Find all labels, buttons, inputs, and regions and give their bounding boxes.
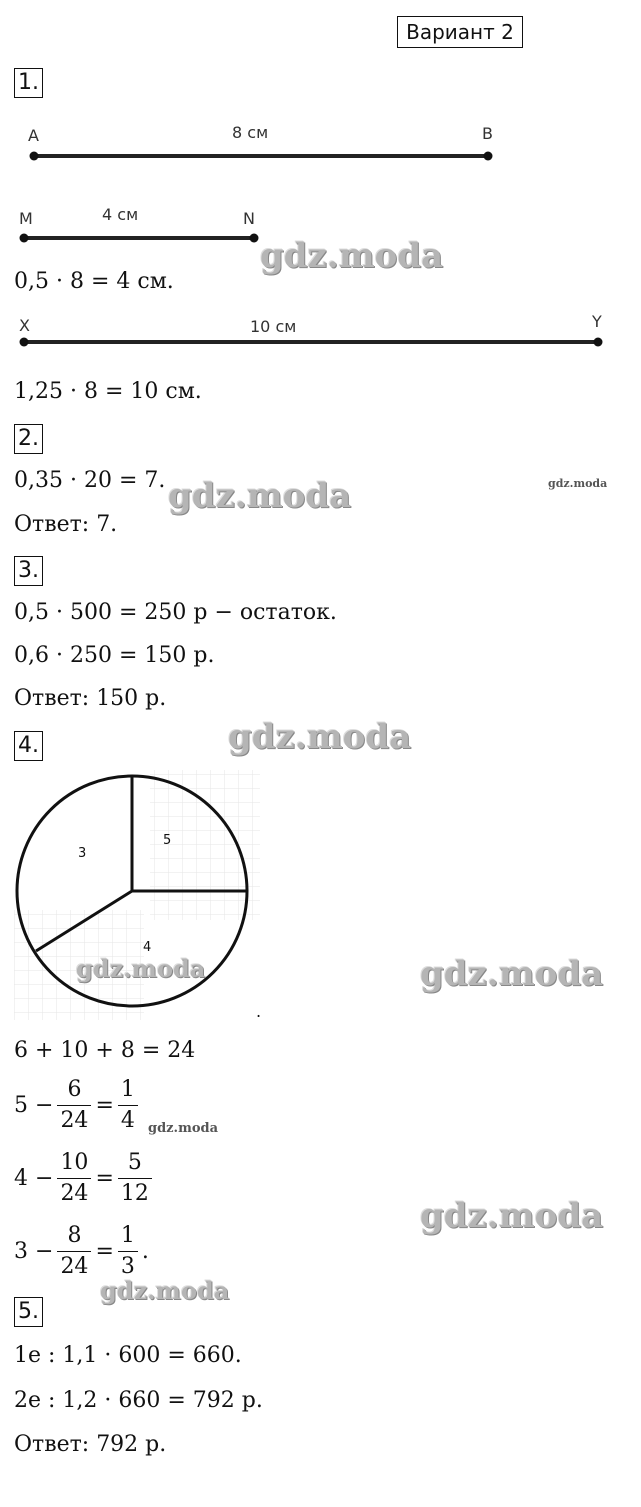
f2-lhs: 4 − bbox=[14, 1166, 54, 1191]
f3-lhs: 3 − bbox=[14, 1239, 54, 1264]
task-4-number: 4. bbox=[14, 731, 43, 761]
watermark: gdz.moda bbox=[168, 476, 352, 516]
point-a bbox=[30, 152, 39, 161]
f2-result bbox=[118, 1148, 152, 1209]
task-3-number: 3. bbox=[14, 556, 43, 586]
label-a: A bbox=[28, 126, 39, 145]
task-5-calc-1: 1е : 1,1 · 600 = 660. bbox=[14, 1343, 242, 1368]
f3-tail: . bbox=[141, 1239, 149, 1264]
f3-eq: = bbox=[95, 1239, 114, 1264]
task-2-calc: 0,35 · 20 = 7. bbox=[14, 468, 166, 493]
task-3-answer: Ответ: 150 р. bbox=[14, 686, 167, 711]
stray-dot: . bbox=[256, 1002, 262, 1021]
point-x bbox=[20, 338, 29, 347]
task-5-number: 5. bbox=[14, 1297, 43, 1327]
f1-rden: 4 bbox=[120, 1108, 135, 1133]
watermark: gdz.moda bbox=[76, 954, 206, 983]
task-2-answer: Ответ: 7. bbox=[14, 512, 118, 537]
watermark: gdz.moda bbox=[148, 1121, 219, 1136]
point-m bbox=[20, 234, 29, 243]
f2-eq: = bbox=[95, 1166, 114, 1191]
label-mn-length: 4 см bbox=[102, 205, 139, 224]
task-3-calc-1: 0,5 · 500 = 250 р − остаток. bbox=[14, 600, 337, 625]
task-4-sum: 6 + 10 + 8 = 24 bbox=[14, 1038, 196, 1063]
label-b: B bbox=[482, 124, 493, 143]
f3-den: 24 bbox=[60, 1254, 89, 1279]
label-x: X bbox=[19, 316, 30, 335]
point-b bbox=[484, 152, 493, 161]
f1-eq: = bbox=[95, 1093, 114, 1118]
label-ab-length: 8 см bbox=[232, 123, 269, 142]
label-m: M bbox=[19, 209, 33, 228]
point-n bbox=[250, 234, 259, 243]
f1-num: 6 bbox=[57, 1075, 91, 1106]
pie-label-5: 5 bbox=[163, 833, 172, 848]
watermark: gdz.moda bbox=[260, 236, 444, 276]
task-1-calc-1: 0,5 · 8 = 4 см. bbox=[14, 269, 174, 294]
f3-result bbox=[118, 1221, 138, 1282]
point-y bbox=[594, 338, 603, 347]
task-5-calc-2: 2е : 1,2 · 660 = 792 р. bbox=[14, 1388, 263, 1413]
fraction-equation-2 bbox=[14, 1148, 156, 1209]
watermark: gdz.moda bbox=[420, 1196, 604, 1236]
label-n: N bbox=[243, 209, 255, 228]
fraction-equation-3 bbox=[14, 1221, 149, 1282]
fraction-equation-1 bbox=[14, 1075, 142, 1136]
pie-label-3: 3 bbox=[78, 846, 87, 861]
f1-fraction bbox=[57, 1075, 91, 1136]
f1-result bbox=[118, 1075, 138, 1136]
f1-lhs: 5 − bbox=[14, 1093, 54, 1118]
f3-rden: 3 bbox=[120, 1254, 135, 1279]
task-3-calc-2: 0,6 · 250 = 150 р. bbox=[14, 643, 215, 668]
f2-rden: 12 bbox=[120, 1181, 149, 1206]
f3-rnum: 1 bbox=[118, 1221, 138, 1252]
watermark: gdz.moda bbox=[548, 477, 608, 490]
segments-drawing bbox=[0, 110, 641, 360]
pie-label-4: 4 bbox=[143, 940, 152, 955]
label-y: Y bbox=[592, 312, 602, 331]
task-1-number: 1. bbox=[14, 68, 43, 98]
watermark: gdz.moda bbox=[228, 717, 412, 757]
task-5-answer: Ответ: 792 р. bbox=[14, 1432, 167, 1457]
f2-fraction bbox=[57, 1148, 91, 1209]
watermark: gdz.moda bbox=[100, 1276, 230, 1305]
f1-den: 24 bbox=[60, 1108, 89, 1133]
f3-num: 8 bbox=[57, 1221, 91, 1252]
f2-den: 24 bbox=[60, 1181, 89, 1206]
f2-rnum: 5 bbox=[118, 1148, 152, 1179]
variant-label: Вариант 2 bbox=[397, 16, 523, 48]
background-grid bbox=[14, 910, 144, 1020]
f1-rnum: 1 bbox=[118, 1075, 138, 1106]
watermark: gdz.moda bbox=[420, 954, 604, 994]
f2-num: 10 bbox=[57, 1148, 91, 1179]
f3-fraction bbox=[57, 1221, 91, 1282]
task-2-number: 2. bbox=[14, 424, 43, 454]
label-xy-length: 10 см bbox=[250, 317, 297, 336]
task-1-calc-2: 1,25 · 8 = 10 см. bbox=[14, 379, 202, 404]
pie-diagram bbox=[0, 760, 300, 1020]
